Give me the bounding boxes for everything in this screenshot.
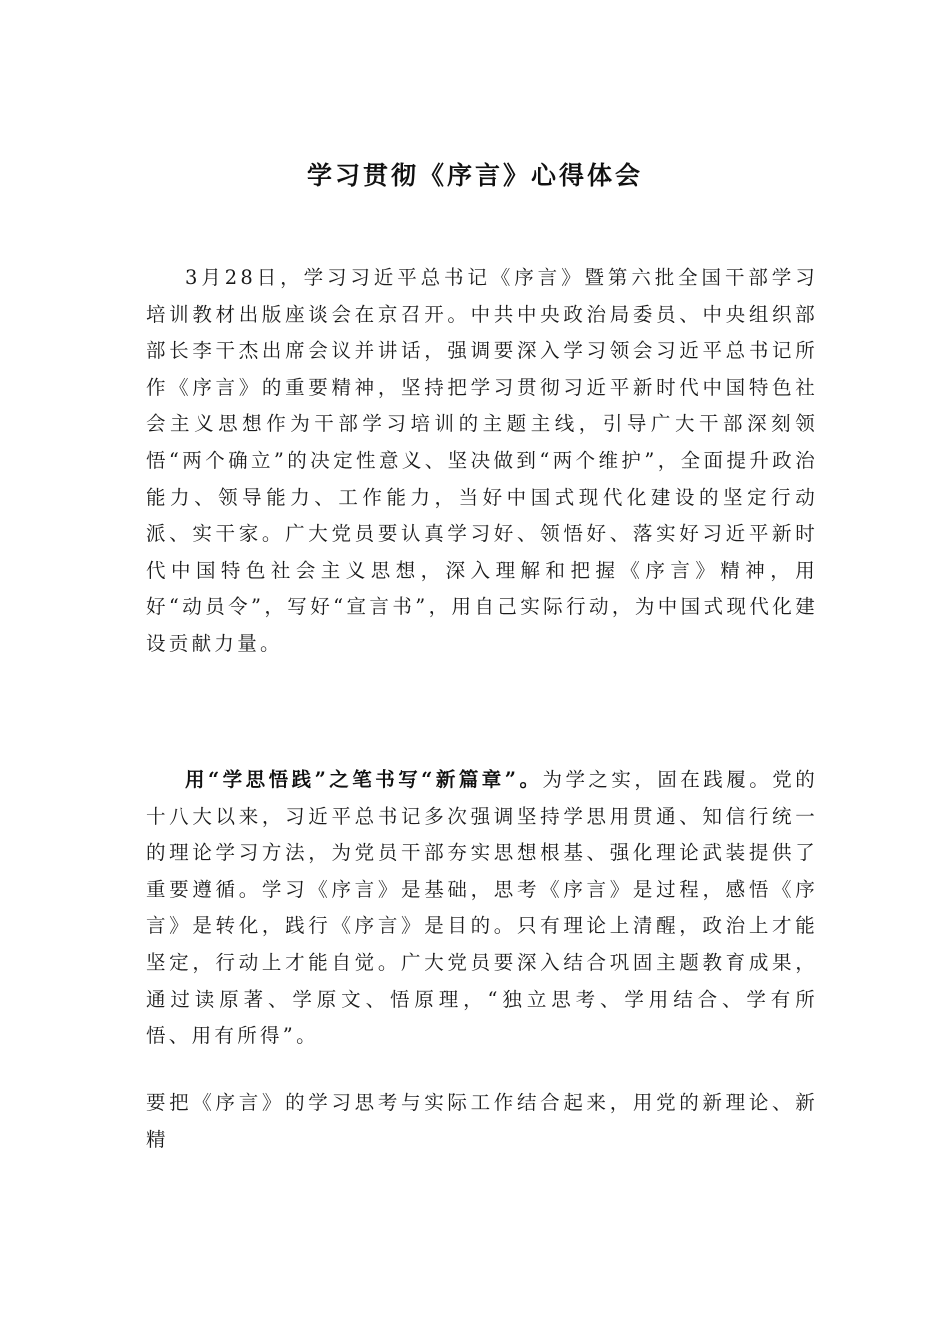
paragraph-study-practice bbox=[146, 762, 818, 1055]
paragraph-lead-heading: 用“学思悟践”之笔书写“新篇章”。 bbox=[185, 768, 543, 791]
paragraph-continued bbox=[146, 1085, 818, 1158]
page-title: 学习贯彻《序言》心得体会 bbox=[306, 161, 643, 190]
paragraph-text: 3月28日，学习习近平总书记《序言》暨第六批全国干部学习培训教材出版座谈会在京召开。中共中央政治局委员、中央组织部部长李干杰出席会议并讲话，强调要深入学习领会习近平总书记所作《序言》的重要精神，坚持把学习贯彻习近平新时代中国特色社会主义思想作为干部学习培训的主题主线，引导广大干部深刻领悟“两个确立”的决定性意义、坚决做到“两个维护”，全面提升政治能力、领导能力、工作能力，当好中国式现代化建设的坚定行动派、实干家。广大党员要认真学习好、领悟好、落实好习近平新时代中国特色社会主义思想，深入理解和把握《序言》精神，用好“动员令”，写好“宣言书”，用自己实际行动，为中国式现代化建设贡献力量。 bbox=[146, 266, 818, 655]
paragraph-text: 要把《序言》的学习思考与实际工作结合起来，用党的新理论、新精 bbox=[146, 1091, 818, 1151]
paragraph-text: 为学之实，固在践履。党的十八大以来，习近平总书记多次强调坚持学思用贯通、知信行统一的理论学习方法，为党员干部夯实思想根基、强化理论武装提供了重要遵循。学习《序言》是基础，思考《序言》是过程，感悟《序言》是转化，践行《序言》是目的。只有理论上清醒，政治上才能坚定，行动上才能自觉。广大党员要深入结合巩固主题教育成果，通过读原著、学原文、悟原理，“独立思考、学用结合、学有所悟、用有所得”。 bbox=[146, 768, 819, 1048]
paragraph-intro bbox=[146, 260, 818, 663]
